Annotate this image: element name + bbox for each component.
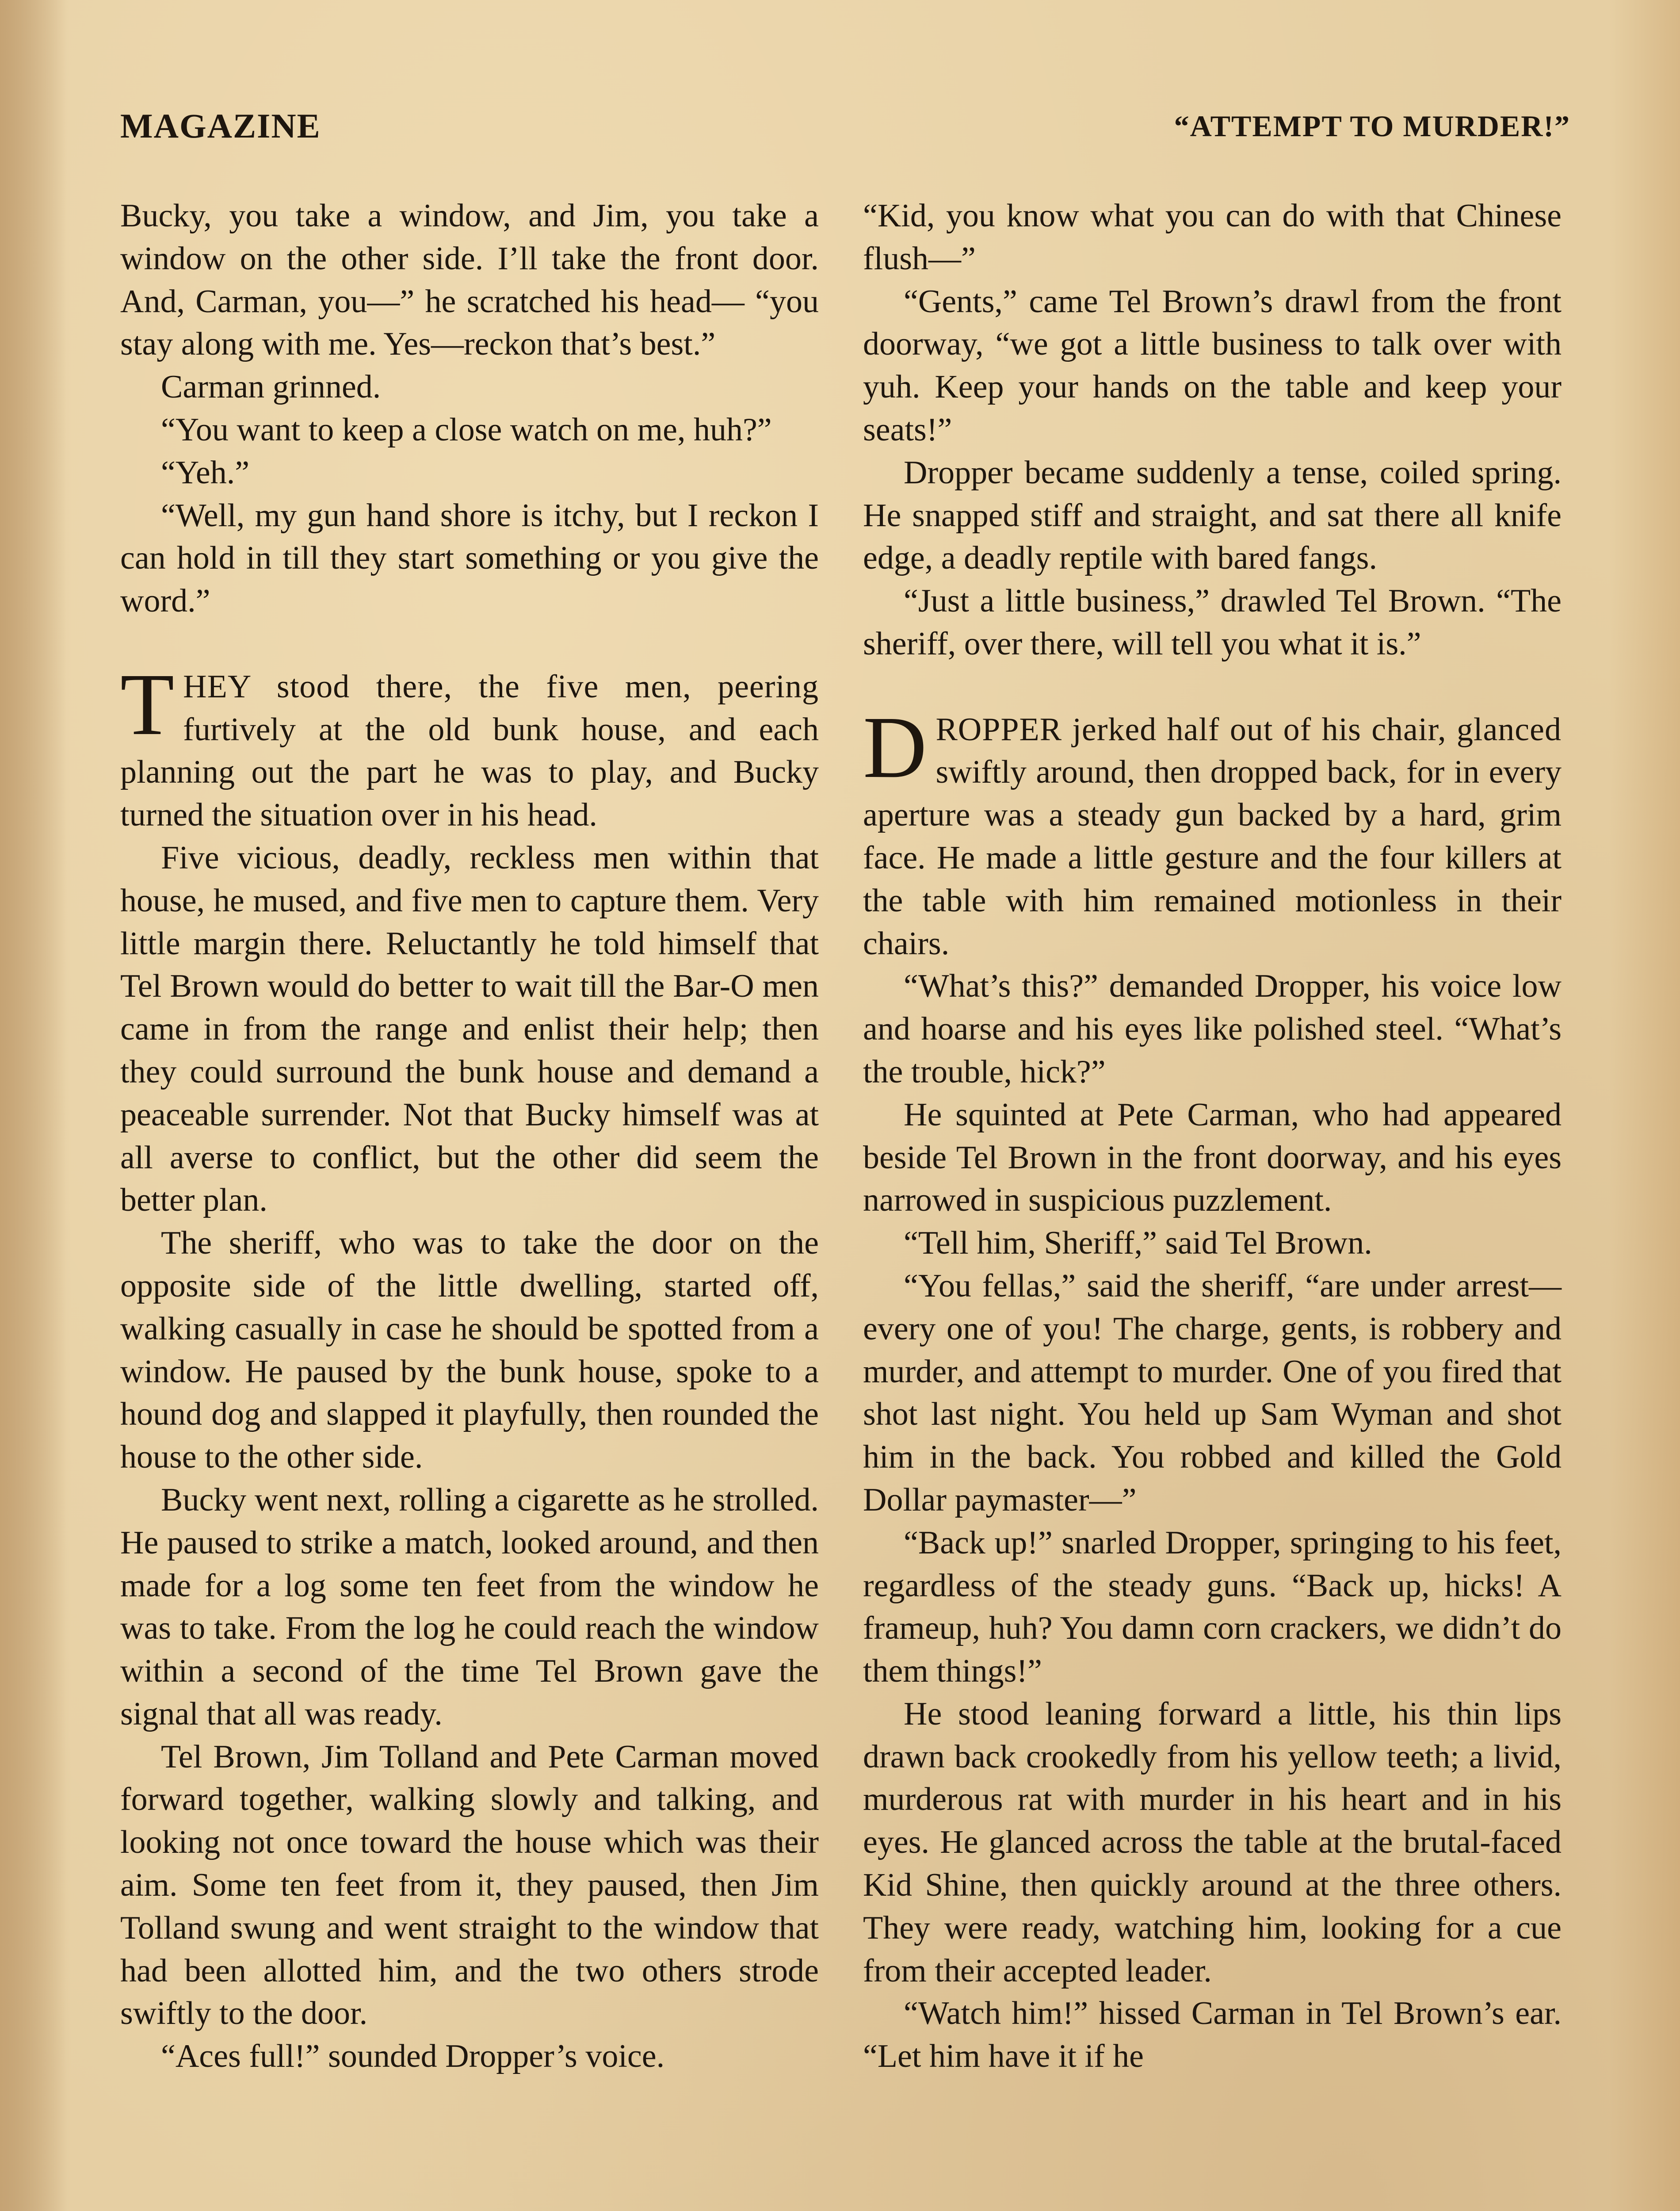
paragraph: He stood leaning forward a little, his thin lips drawn back crookedly from his yellow teeth; a livid, murderous rat with murder in his heart and in his eyes. He glanced across the table at the brutal-faced Kid Shine, then quickly around at the three others. They were ready, watching him, looking for a cue from their accepted leader. (863, 1695, 1562, 1989)
paragraph-text: HEY stood there, the five men, peering furtively at the old bunk house, and each planning out the part he was to play, and Bucky turned the situation over in his head. (120, 668, 819, 834)
paragraph: “You fellas,” said the sheriff, “are under arrest—every one of you! The charge, gents, is robbery and murder, and attempt to murder. One of you fired that shot last night. You held up Sam Wyman and shot him in the back. You robbed and killed the Gold Dollar paymaster—” (863, 1267, 1562, 1518)
paragraph: Dropper became suddenly a tense, coiled spring. He snapped stiff and straight, and sat there all knife edge, a deadly reptile with bared fangs. (863, 454, 1562, 577)
paragraph: “Gents,” came Tel Brown’s drawl from the front doorway, “we got a little business to talk over with yuh. Keep your hands on the table and keep your seats!” (863, 283, 1562, 448)
paragraph: Bucky, you take a window, and Jim, you take a window on the other side. I’ll take the front door. And, Carman, you—” he scratched his head— “you stay along with me. Yes—reckon that’s best.” (120, 198, 819, 363)
running-header (120, 106, 1570, 159)
paragraph: The sheriff, who was to take the door on the opposite side of the little dwelling, started off, walking casually in case he should be spotted from a window. He paused by the bunk house, spoke to a hound dog and slapped it playfully, then rounded the house to the other side. (120, 1225, 819, 1476)
paragraph: “Well, my gun hand shore is itchy, but I reckon I can hold in till they start something or you give the word.” (120, 497, 819, 620)
paragraph-dropcap (863, 698, 1562, 965)
paragraph: He squinted at Pete Carman, who had appeared beside Tel Brown in the front doorway, and his eyes narrowed in suspicious puzzlement. (863, 1096, 1562, 1219)
paragraph: “Kid, you know what you can do with that Chinese flush—” (863, 198, 1562, 277)
paragraph: Tel Brown, Jim Tolland and Pete Carman moved forward together, walking slowly and talking, and looking not once toward the house which was their aim. Some ten feet from it, they paused, then Jim Tolland swung and went straight to the window that had been allotted him, and the two others strode swiftly to the door. (120, 1738, 819, 2032)
paragraph: “Tell him, Sheriff,” said Tel Brown. (904, 1225, 1372, 1262)
right-column (863, 195, 1562, 2211)
paragraph: Carman grinned. (161, 369, 381, 405)
paragraph: Bucky went next, rolling a cigarette as he strolled. He paused to strike a match, looked around, and then made for a log some ten feet from the window he was to take. From the log he could reach the window within a second of the time Tel Brown gave the signal that all was ready. (120, 1481, 819, 1732)
paragraph: “You want to keep a close watch on me, huh?” (161, 411, 772, 448)
drop-cap: D (863, 698, 927, 796)
header-story-title: “ATTEMPT TO MURDER!” (1174, 109, 1570, 143)
drop-cap: T (120, 655, 175, 754)
paragraph: “Aces full!” sounded Dropper’s voice. (161, 2038, 665, 2075)
left-column (120, 195, 819, 2211)
paragraph-text: ROPPER jerked half out of his chair, glanced swiftly around, then dropped back, for in every aperture was a steady gun backed by a hard, grim face. He made a little gesture and the four killers at the table with him remained motionless in their chairs. (863, 711, 1562, 962)
paragraph-dropcap (120, 655, 819, 837)
paragraph: “Yeh.” (161, 454, 250, 491)
paragraph: “What’s this?” demanded Dropper, his voice low and hoarse and his eyes like polished steel. “What’s the trouble, hick?” (863, 968, 1562, 1090)
paragraph: “Watch him!” hissed Carman in Tel Brown’s ear. “Let him have it if he (863, 1995, 1562, 2075)
page-edge-shadow (0, 0, 66, 2211)
header-magazine-title: MAGAZINE (120, 107, 321, 145)
paragraph: Five vicious, deadly, reckless men within that house, he mused, and five men to capture them. Very little margin there. Reluctantly he told himself that Tel Brown would do better to wait till the Bar-O men came in from the range and enlist their help; then they could surround the bunk house and demand a peaceable surrender. Not that Bucky himself was at all averse to conflict, but the other did seem the better plan. (120, 839, 819, 1219)
paragraph: “Back up!” snarled Dropper, springing to his feet, regardless of the steady guns. “Back up, hicks! A frameup, huh? You damn corn crackers, we didn’t do them things!” (863, 1524, 1562, 1690)
paragraph: “Just a little business,” drawled Tel Brown. “The sheriff, over there, will tell you what it is.” (863, 583, 1562, 662)
